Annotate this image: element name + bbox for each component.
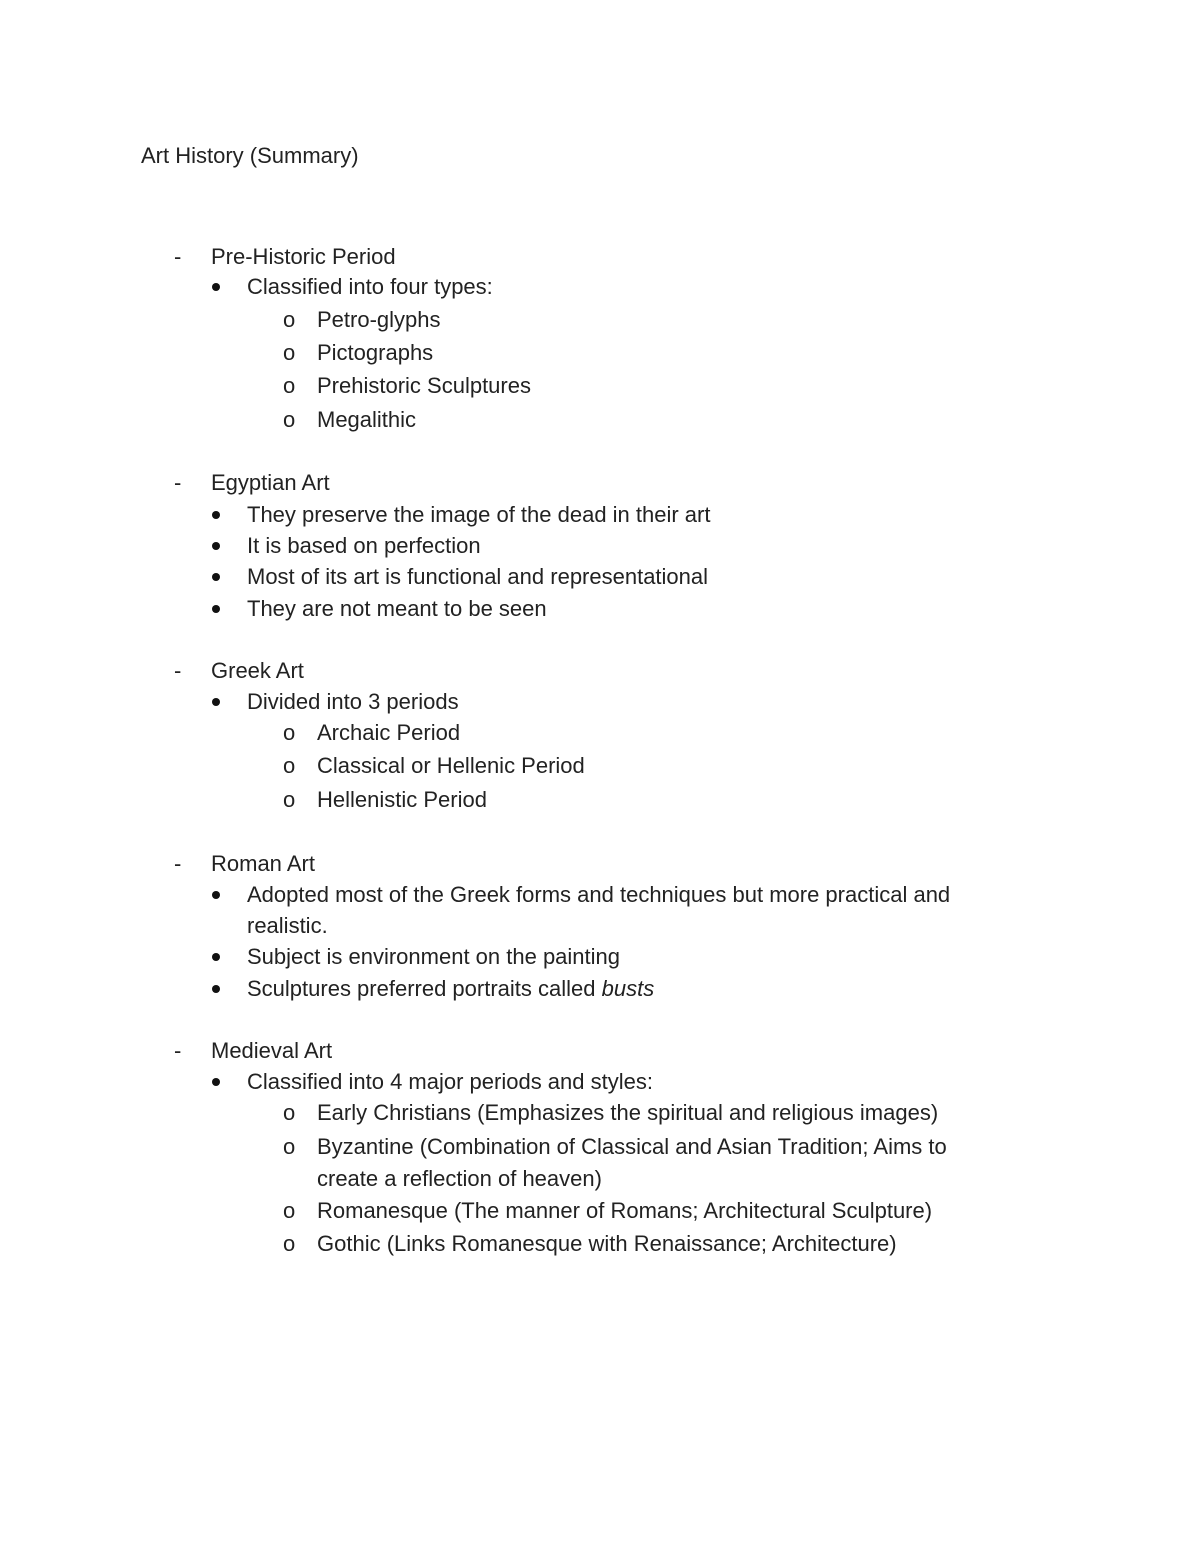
section-heading: Pre-Historic Period (211, 244, 396, 269)
bullet-text: Divided into 3 periods (247, 689, 459, 714)
circle-marker-icon: o (283, 1100, 296, 1125)
circle-marker-icon: o (283, 373, 296, 398)
bullet-icon (212, 542, 220, 550)
bullet-icon (212, 605, 220, 613)
circle-marker-icon: o (283, 787, 296, 812)
circle-marker-icon: o (283, 407, 296, 432)
dash-marker: - (174, 851, 182, 876)
section-heading: Greek Art (211, 658, 304, 683)
circle-marker-icon: o (283, 340, 296, 365)
sub-item-text: Byzantine (Combination of Classical and Asian Tradition; Aims to (317, 1134, 947, 1159)
emphasized-term: busts (601, 976, 655, 1001)
sub-item-text: Classical or Hellenic Period (317, 753, 585, 778)
bullet-text: Subject is environment on the painting (247, 944, 621, 969)
section-heading: Egyptian Art (211, 470, 330, 495)
circle-marker-icon: o (283, 753, 296, 778)
bullet-text: Classified into 4 major periods and styles: (247, 1069, 653, 1094)
document-title: Art History (Summary) (141, 143, 359, 168)
bullet-text: Adopted most of the Greek forms and techniques but more practical and (247, 882, 951, 907)
bullet-text: It is based on perfection (247, 533, 481, 558)
bullet-icon (212, 985, 220, 993)
bullet-icon (212, 283, 220, 291)
bullet-icon (212, 953, 220, 961)
circle-marker-icon: o (283, 1198, 296, 1223)
sub-item-text: Early Christians (Emphasizes the spiritual and religious images) (317, 1100, 939, 1125)
dash-marker: - (174, 244, 182, 269)
bullet-text: They are not meant to be seen (247, 596, 547, 621)
dash-marker: - (174, 658, 182, 683)
bullet-text (247, 975, 654, 1003)
section-heading: Medieval Art (211, 1038, 333, 1063)
sub-item-text: Romanesque (The manner of Romans; Architectural Sculpture) (317, 1198, 933, 1223)
circle-marker-icon: o (283, 1134, 296, 1159)
section-heading: Roman Art (211, 851, 315, 876)
bullet-icon (212, 698, 220, 706)
circle-marker-icon: o (283, 720, 296, 745)
sub-item-text: Pictographs (317, 340, 434, 365)
sub-item-text-continuation: create a reflection of heaven) (317, 1166, 602, 1191)
bullet-text: Most of its art is functional and representational (247, 564, 709, 589)
circle-marker-icon: o (283, 307, 296, 332)
bullet-text: Classified into four types: (247, 274, 493, 299)
sub-item-text: Petro-glyphs (317, 307, 441, 332)
sub-item-text: Archaic Period (317, 720, 461, 745)
bullet-text-prefix: Sculptures preferred portraits called (247, 976, 602, 1001)
bullet-text-continuation: realistic. (247, 913, 328, 938)
dash-marker: - (174, 470, 182, 495)
bullet-text: They preserve the image of the dead in their art (247, 502, 711, 527)
bullet-icon (212, 891, 220, 899)
bullet-icon (212, 511, 220, 519)
dash-marker: - (174, 1038, 182, 1063)
bullet-icon (212, 1078, 220, 1086)
sub-item-text: Gothic (Links Romanesque with Renaissance; Architecture) (317, 1231, 897, 1256)
sub-item-text: Prehistoric Sculptures (317, 373, 531, 398)
sub-item-text: Hellenistic Period (317, 787, 487, 812)
circle-marker-icon: o (283, 1231, 296, 1256)
sub-item-text: Megalithic (317, 407, 417, 432)
bullet-icon (212, 573, 220, 581)
